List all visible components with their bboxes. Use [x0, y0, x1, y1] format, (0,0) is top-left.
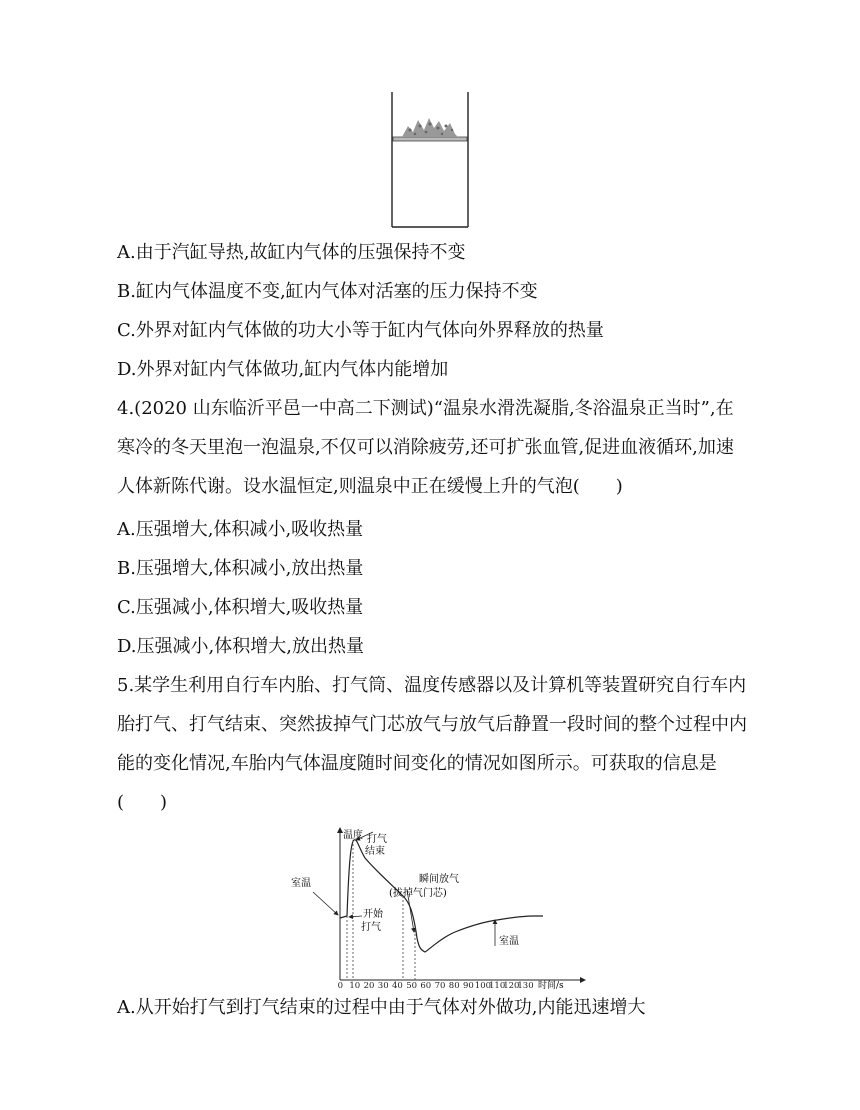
x-axis-label: 时间/s	[538, 981, 564, 990]
y-axis-label: 温度	[343, 830, 363, 841]
x-tick-label: 40	[392, 981, 403, 990]
x-tick-label: 110	[489, 981, 506, 990]
q4-option-a: A.压强增大,体积减小,吸收热量	[117, 519, 364, 540]
annotation-start-pump-1: 开始	[363, 909, 383, 920]
x-tick-label: 80	[448, 981, 460, 990]
x-tick-label: 50	[406, 981, 418, 990]
q4-stem-line-1: 4.(2020 山东临沂平邑一中高二下测试)“温泉水滑洗凝脂,冬浴温泉正当时”,在	[117, 398, 734, 419]
q5-stem-line-1: 5.某学生利用自行车内胎、打气筒、温度传感器以及计算机等装置研究自行车内	[117, 675, 747, 696]
q5-stem-line-2: 胎打气、打气结束、突然拔掉气门芯放气与放气后静置一段时间的整个过程中内	[117, 714, 747, 735]
q4-option-b: B.压强增大,体积减小,放出热量	[117, 558, 364, 579]
q5-answer-blank: ( )	[117, 792, 168, 813]
x-tick-label: 90	[463, 981, 474, 990]
x-tick-label: 100	[474, 981, 492, 990]
x-tick-label: 60	[420, 981, 432, 990]
annotation-room-temp-left: 室温	[291, 878, 311, 889]
x-tick-label: 10	[349, 981, 361, 990]
q4-stem-line-3: 人体新陈代谢。设水温恒定,则温泉中正在缓慢上升的气泡( )	[117, 476, 623, 497]
x-tick-label: 70	[434, 981, 446, 990]
q3-option-a: A.由于汽缸导热,故缸内气体的压强保持不变	[117, 242, 466, 263]
annotation-end-pump-2: 结束	[365, 846, 385, 857]
q3-option-b: B.缸内气体温度不变,缸内气体对活塞的压力保持不变	[117, 281, 538, 302]
x-tick-label: 30	[377, 981, 389, 990]
annotation-end-pump-1: 打气	[367, 834, 387, 845]
x-tick-label: 120	[503, 981, 520, 990]
q4-option-d: D.压强减小,体积增大,放出热量	[117, 636, 364, 657]
annotation-room-temp-right: 室温	[499, 936, 519, 947]
annotation-release-1: 瞬间放气	[419, 874, 459, 885]
temperature-chart-svg	[285, 820, 600, 990]
q3-option-d: D.外界对缸内气体做功,缸内气体内能增加	[117, 359, 449, 380]
x-tick-label: 130	[517, 981, 534, 990]
q5-option-a: A.从开始打气到打气结束的过程中由于气体对外做功,内能迅速增大	[117, 997, 646, 1018]
x-tick-label: 20	[363, 981, 375, 990]
q3-option-c: C.外界对缸内气体做的功大小等于缸内气体向外界释放的热量	[117, 320, 604, 341]
annotation-release-2: (拔掉气门芯)	[389, 888, 447, 899]
q4-option-c: C.压强减小,体积增大,吸收热量	[117, 597, 364, 618]
annotation-start-pump-2: 打气	[361, 922, 381, 933]
temperature-chart	[285, 820, 600, 990]
q5-stem-line-3: 能的变化情况,车胎内气体温度随时间变化的情况如图所示。可获取的信息是	[117, 753, 717, 774]
cylinder-figure	[380, 90, 480, 235]
q4-stem-line-2: 寒冷的冬天里泡一泡温泉,不仅可以消除疲劳,还可扩张血管,促进血液循环,加速	[117, 437, 734, 458]
x-tick-label: 0	[337, 981, 344, 990]
